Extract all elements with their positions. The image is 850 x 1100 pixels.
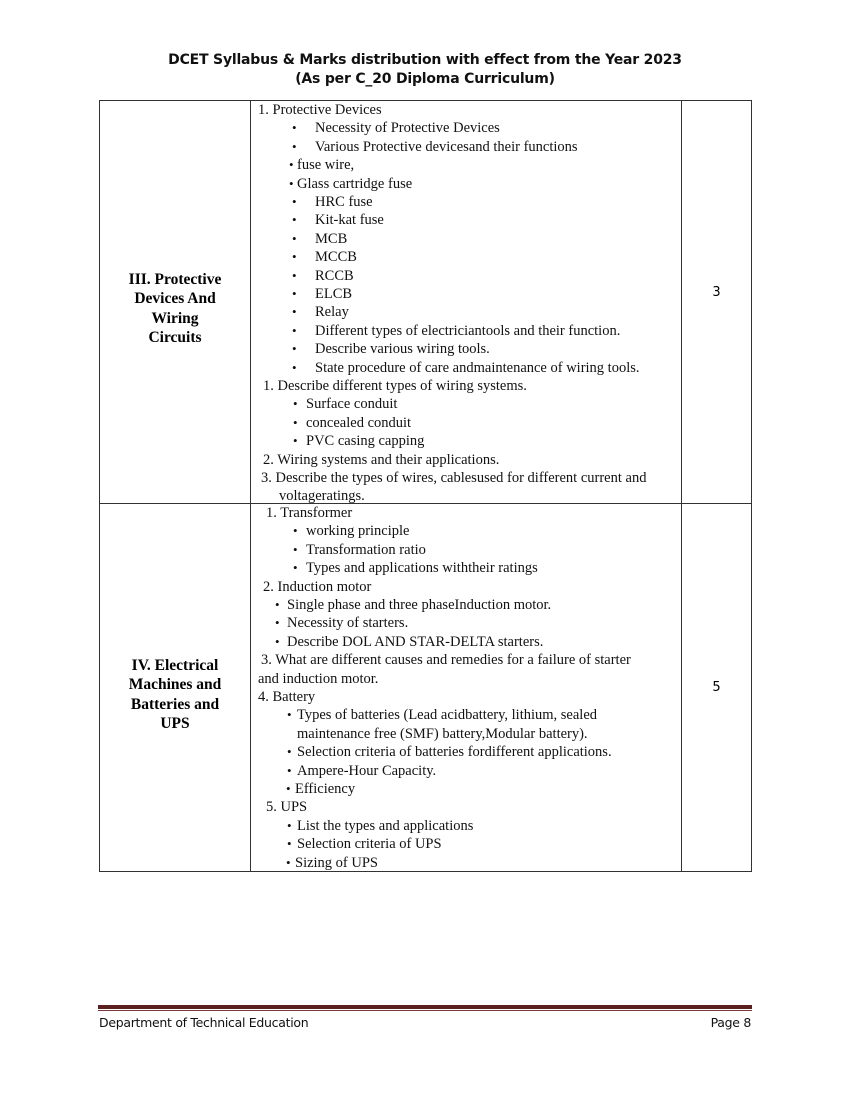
topic-line: and induction motor. [258, 670, 379, 687]
topic-line: Efficiency [295, 781, 356, 797]
bullet-icon: • [292, 249, 297, 265]
unit-title [100, 656, 250, 733]
topic-line: Different types of electriciantools and their function. [315, 322, 621, 339]
topic-line: Sizing of UPS [295, 854, 378, 871]
topic-line: maintenance free (SMF) battery,Modular battery). [297, 725, 588, 742]
topic-line: MCCB [315, 249, 357, 266]
bullet-icon: • [293, 541, 298, 557]
row-divider [99, 503, 752, 504]
bullet-icon: • [293, 523, 298, 539]
topic-line: fuse wire, [297, 157, 355, 174]
bullet-icon: • [293, 560, 298, 576]
topic-line: 4. Battery [258, 689, 316, 705]
bullet-icon: • [292, 341, 297, 357]
topic-line: 2. Induction motor [263, 578, 372, 595]
topic-line: Transformation ratio [306, 541, 426, 558]
bullet-icon: • [293, 396, 298, 412]
topic-line: Surface conduit [306, 396, 398, 413]
unit-title-line: IV. Electrical [131, 657, 219, 674]
topic-line: Relay [315, 304, 349, 321]
bullet-icon: • [286, 781, 291, 796]
topic-line: 1. Protective Devices [258, 102, 382, 118]
table-border-right [751, 100, 752, 872]
bullet-icon: • [292, 322, 297, 338]
bullet-icon: • [275, 597, 280, 612]
topic-line: HRC fuse [315, 194, 373, 210]
footer-page-number: Page 8 [710, 1015, 751, 1030]
bullet-icon: • [292, 267, 297, 283]
topic-line: PVC casing capping [306, 433, 425, 450]
topic-line: Types of batteries (Lead acidbattery, lithium, sealed [297, 707, 598, 724]
table-border-bottom [99, 871, 752, 872]
unit-title [100, 270, 250, 347]
topic-line: Types and applications withtheir ratings [306, 560, 538, 577]
topic-line: ELCB [315, 286, 353, 302]
unit-title-line: Circuits [148, 328, 202, 346]
bullet-icon: • [289, 175, 294, 191]
topic-line: 3. What are different causes and remedies for a failure of starter [261, 652, 631, 669]
topic-line: concealed conduit [306, 414, 412, 431]
topic-line: Necessity of Protective Devices [315, 120, 500, 137]
bullet-icon: • [292, 212, 297, 228]
unit-title-line: Wiring [151, 309, 199, 327]
unit-title-line: Machines and [128, 676, 222, 694]
topic-line: 1. Transformer [266, 505, 353, 521]
bullet-icon: • [292, 230, 297, 246]
unit-title-line: III. Protective [128, 271, 222, 288]
topic-line: MCB [315, 230, 348, 247]
topic-line: 3. Describe the types of wires, cablesused for different current and [261, 470, 647, 486]
bullet-icon: • [287, 817, 292, 833]
bullet-icon: • [292, 359, 297, 375]
topic-line: List the types and applications [297, 817, 474, 834]
topic-line: Single phase and three phaseInduction motor. [287, 597, 552, 613]
topic-line: 2. Wiring systems and their applications. [263, 451, 500, 468]
bullet-icon: • [292, 286, 297, 301]
column-divider [250, 100, 251, 872]
bullet-icon: • [292, 138, 297, 154]
page-title: DCET Syllabus & Marks distribution with effect from the Year 2023 [168, 52, 682, 68]
footer-department: Department of Technical Education [99, 1015, 309, 1030]
bullet-icon: • [292, 194, 297, 209]
bullet-icon: • [292, 120, 297, 136]
topic-line: Ampere-Hour Capacity. [297, 762, 437, 779]
column-divider [681, 100, 682, 872]
table-border-top [99, 100, 752, 101]
table-border-left [99, 100, 100, 872]
topic-line: Describe DOL AND STAR-DELTA starters. [287, 633, 544, 650]
topic-line: Various Protective devicesand their functions [315, 138, 578, 155]
topic-line: Describe various wiring tools. [315, 341, 490, 358]
topic-line: Necessity of starters. [287, 615, 409, 632]
topic-line: Selection criteria of batteries fordifferent applications. [297, 744, 612, 761]
bullet-icon: • [286, 854, 291, 870]
topic-line: State procedure of care andmaintenance of wiring tools. [315, 359, 640, 376]
marks-value: 3 [712, 285, 721, 300]
marks-value: 5 [712, 680, 721, 695]
topic-line: 5. UPS [266, 799, 308, 816]
footer-rule-thin [98, 1010, 752, 1011]
bullet-icon: • [287, 836, 292, 852]
topic-line: Selection criteria of UPS [297, 836, 442, 853]
page-subtitle: (As per C_20 Diploma Curriculum) [295, 71, 555, 87]
bullet-icon: • [275, 633, 280, 649]
unit-title-line: Devices And [134, 290, 216, 308]
bullet-icon: • [293, 433, 298, 449]
unit-title-line: Batteries and [130, 695, 220, 713]
bullet-icon: • [287, 762, 292, 778]
bullet-icon: • [293, 414, 298, 430]
bullet-icon: • [292, 304, 297, 320]
topic-line: Kit-kat fuse [315, 212, 384, 229]
unit-title-line: UPS [160, 714, 190, 732]
bullet-icon: • [287, 744, 292, 760]
topic-line: working principle [306, 523, 410, 540]
topic-line: 1. Describe different types of wiring systems. [263, 378, 527, 394]
topic-line: Glass cartridge fuse [297, 175, 413, 192]
footer-rule [98, 1005, 752, 1009]
bullet-icon: • [287, 707, 292, 723]
bullet-icon: • [275, 615, 280, 631]
topic-line: voltageratings. [279, 488, 365, 505]
bullet-icon: • [289, 157, 294, 173]
topic-line: RCCB [315, 267, 354, 284]
